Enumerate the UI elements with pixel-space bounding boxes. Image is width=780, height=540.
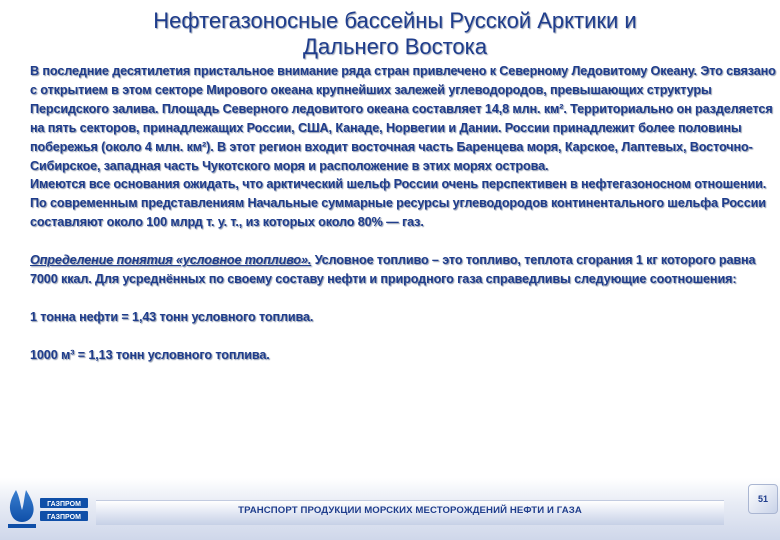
formula-oil: 1 тонна нефти = 1,43 тонн условного топлива. — [30, 309, 314, 324]
spacer — [30, 232, 778, 251]
definition-text: Условное топливо – это топливо, теплота сгорания 1 кг которого равна 7000 ккал. Для усреднённых по своему составу нефти и природного газа справедливы следующие соотношения: — [30, 253, 756, 286]
paragraph-definition — [30, 251, 778, 289]
paragraph-shelf-resources: Имеются все основания ожидать, что арктический шельф России очень перспективен в нефтегазоносном отношении. По современным представлениям Начальные суммарные ресурсы углеводородов континентального шельфа России составляют около 100 млрд т. у. т., из которых около 80% — газ. — [30, 177, 767, 230]
slide-title — [60, 8, 730, 60]
formula-gas: 1000 м³ = 1,13 тонн условного топлива. — [30, 347, 270, 362]
logo-text-2: ГАЗПРОМ — [47, 514, 81, 521]
logo-text-1: ГАЗПРОМ — [47, 501, 81, 508]
definition-title: Определение понятия «условное топливо». — [30, 253, 312, 268]
title-line-2: Дальнего Востока — [302, 34, 488, 59]
gazprom-logo-icon — [2, 484, 94, 536]
title-line-1: Нефтегазоносные бассейны Русской Арктики и — [153, 8, 637, 33]
spacer — [30, 327, 778, 346]
page-number: 51 — [748, 484, 778, 514]
slide-body — [30, 62, 778, 364]
paragraph-arctic-ocean: В последние десятилетия пристальное внимание ряда стран привлечено к Северному Ледовитому Океану. Это связано с открытием в этом секторе Мирового океана крупнейших залежей углеводородов, превышающих структуры Персидского залива. Площадь Северного ледовитого океана составляет 14,8 млн. км². Территориально он разделяется на пять секторов, принадлежащих России, США, Канаде, Норвегии и Дании. России принадлежит более половины побережья (около 4 млн. км²). В этот регион входит восточная часть Баренцева моря, Карское, Лаптевых, Восточно-Сибирское, западная часть Чукотского моря и расположение в этих морях острова. — [30, 64, 776, 173]
spacer — [30, 289, 778, 308]
footer-title: ТРАНСПОРТ ПРОДУКЦИИ МОРСКИХ МЕСТОРОЖДЕНИЙ НЕФТИ И ГАЗА — [238, 505, 582, 516]
